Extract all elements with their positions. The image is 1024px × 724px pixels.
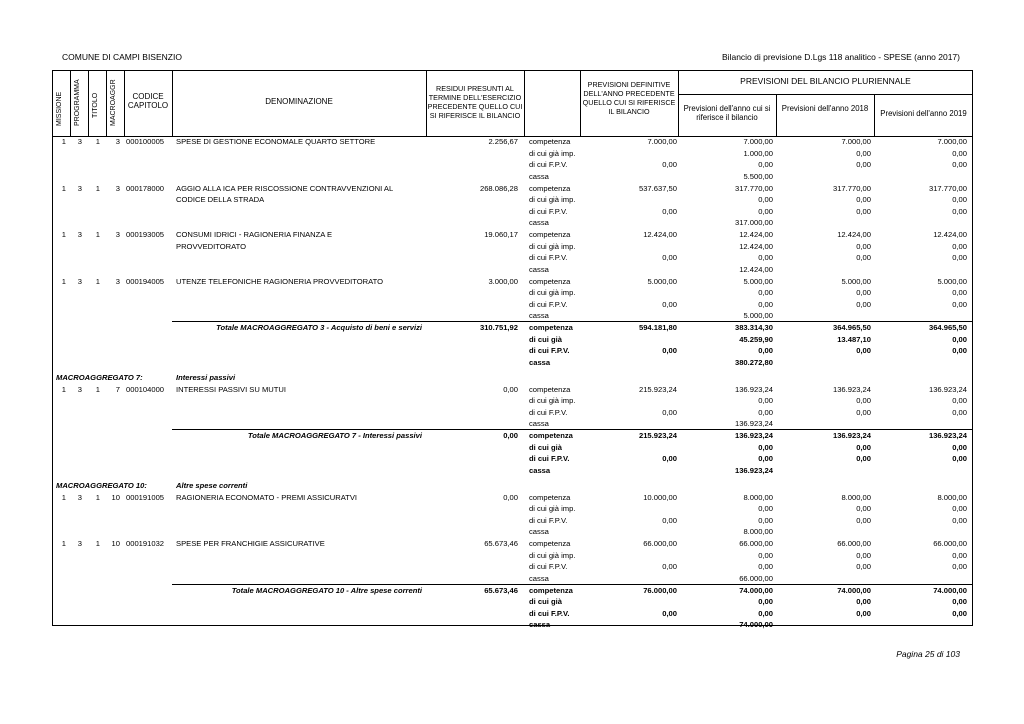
cell-value: 12.424,00 <box>739 230 773 239</box>
cell-value: 0,00 <box>952 299 967 309</box>
line-label: cassa <box>529 218 549 227</box>
cell-value: 0,00 <box>758 160 773 169</box>
line-label: di cui già imp. <box>529 288 576 297</box>
line-label: di cui già imp. <box>529 504 576 513</box>
cell-value: 0,00 <box>662 608 677 618</box>
row-divider <box>172 429 973 430</box>
cell-programma: 3 <box>77 276 82 286</box>
cell-macroaggr: 7 <box>115 384 120 394</box>
cell-value: 0,00 <box>758 299 773 309</box>
cell-value: 74.000,00 <box>933 585 967 595</box>
line-label: competenza <box>529 539 571 548</box>
cell-value: 537.637,50 <box>638 183 677 193</box>
cell-residui: 0,00 <box>503 492 518 502</box>
cell-macroaggr: 10 <box>111 539 120 548</box>
line-label: cassa <box>529 311 549 320</box>
cell-value: 66.000,00 <box>643 539 677 548</box>
cell-value: 12.424,00 <box>837 230 871 239</box>
cell-value: 0,00 <box>952 597 967 606</box>
cell-programma: 3 <box>77 492 82 502</box>
cell-value: 0,00 <box>662 206 677 216</box>
line-label: competenza <box>529 384 571 394</box>
cell-titolo: 1 <box>95 384 100 394</box>
col-macroaggr: MACROAGGR <box>110 79 117 126</box>
line-label: competenza <box>529 492 571 502</box>
cell-value: 0,00 <box>758 562 773 571</box>
cell-value: 0,00 <box>856 299 871 309</box>
cell-value: 66.000,00 <box>933 539 967 548</box>
section-title: Interessi passivi <box>176 373 236 382</box>
col-titolo: TITOLO <box>92 92 99 118</box>
col-anno-2019: Previsioni dell'anno 2019 <box>880 109 967 118</box>
cell-value: 1.000,00 <box>743 148 773 158</box>
cell-denominazione: CONSUMI IDRICI - RAGIONERIA FINANZA E <box>176 230 333 239</box>
cell-codice: 000191005 <box>126 492 165 502</box>
line-label: cassa <box>529 620 551 629</box>
total-label: Totale MACROAGGREGATO 10 - Altre spese correnti <box>231 585 422 595</box>
cell-value: 0,00 <box>758 608 773 618</box>
section-code: MACROAGGREGATO 10: <box>56 481 147 490</box>
cell-value: 7.000,00 <box>937 137 967 146</box>
line-label: di cui già imp. <box>529 550 576 560</box>
cell-macroaggr: 3 <box>115 137 120 146</box>
cell-value: 10.000,00 <box>643 492 677 502</box>
cell-titolo: 1 <box>95 183 100 193</box>
cell-value: 380.272,80 <box>734 357 773 367</box>
cell-value: 0,00 <box>662 562 677 571</box>
cell-value: 74.000,00 <box>739 620 773 629</box>
line-label: di cui già <box>529 442 562 452</box>
cell-denominazione: PROVVEDITORATO <box>176 241 247 251</box>
cell-denominazione: RAGIONERIA ECONOMATO - PREMI ASSICURATVI <box>176 492 358 502</box>
cell-value: 0,00 <box>952 334 967 344</box>
cell-value: 317.000,00 <box>734 218 773 227</box>
col-sep <box>106 70 107 136</box>
cell-programma: 3 <box>77 230 82 239</box>
cell-value: 0,00 <box>856 206 871 216</box>
line-label: di cui già imp. <box>529 396 576 405</box>
cell-missione: 1 <box>61 384 66 394</box>
line-label: di cui F.P.V. <box>529 346 570 355</box>
col-residui: RESIDUI PRESUNTI AL TERMINE DELL'ESERCIZIO PRECEDENTE QUELLO CUI SI RIFERISCE IL BILANCIO <box>427 84 523 120</box>
cell-value: 8.000,00 <box>743 492 773 502</box>
line-label: cassa <box>529 264 549 274</box>
cell-value: 5.000,00 <box>743 276 773 286</box>
line-label: di cui già <box>529 334 562 344</box>
cell-value: 0,00 <box>758 195 773 204</box>
line-label: competenza <box>529 431 573 440</box>
cell-codice: 000191032 <box>126 539 165 548</box>
cell-value: 0,00 <box>952 253 967 262</box>
cell-value: 0,00 <box>856 253 871 262</box>
cell-value: 0,00 <box>952 148 967 158</box>
cell-value: 0,00 <box>758 346 773 355</box>
cell-value: 12.424,00 <box>739 241 773 251</box>
cell-value: 0,00 <box>856 597 871 606</box>
cell-programma: 3 <box>77 183 82 193</box>
cell-value: 5.000,00 <box>841 276 871 286</box>
cell-value: 0,00 <box>758 504 773 513</box>
cell-value: 215.923,24 <box>638 384 677 394</box>
cell-value: 0,00 <box>952 206 967 216</box>
cell-codice: 000100005 <box>126 137 165 146</box>
cell-denominazione: CODICE DELLA STRADA <box>176 195 265 204</box>
cell-residui: 2.256,67 <box>488 137 518 146</box>
cell-value: 74.000,00 <box>837 585 871 595</box>
cell-value: 136.923,24 <box>734 465 773 475</box>
cell-value: 7.000,00 <box>743 137 773 146</box>
line-label: di cui F.P.V. <box>529 562 568 571</box>
cell-value: 317.770,00 <box>734 183 773 193</box>
col-sep <box>88 70 89 136</box>
cell-value: 0,00 <box>856 288 871 297</box>
cell-value: 0,00 <box>952 442 967 452</box>
line-label: di cui F.P.V. <box>529 299 568 309</box>
cell-value: 0,00 <box>856 442 871 452</box>
cell-value: 0,00 <box>952 454 967 463</box>
cell-value: 0,00 <box>856 241 871 251</box>
section-title: Altre spese correnti <box>176 481 248 490</box>
cell-denominazione: SPESE DI GESTIONE ECONOMALE QUARTO SETTORE <box>176 137 376 146</box>
cell-missione: 1 <box>61 183 66 193</box>
line-label: cassa <box>529 171 549 181</box>
cell-value: 5.500,00 <box>743 171 773 181</box>
cell-value: 5.000,00 <box>743 311 773 320</box>
cell-macroaggr: 3 <box>115 276 120 286</box>
line-label: di cui F.P.V. <box>529 515 568 525</box>
line-label: di cui già <box>529 597 562 606</box>
cell-value: 0,00 <box>662 253 677 262</box>
col-sep <box>776 94 777 136</box>
cell-value: 0,00 <box>952 160 967 169</box>
cell-value: 0,00 <box>662 454 677 463</box>
cell-value: 0,00 <box>952 288 967 297</box>
cell-titolo: 1 <box>95 539 100 548</box>
cell-programma: 3 <box>77 539 82 548</box>
cell-value: 0,00 <box>758 396 773 405</box>
cell-value: 66.000,00 <box>739 573 773 583</box>
cell-residui: 3.000,00 <box>488 276 518 286</box>
line-label: competenza <box>529 585 573 595</box>
line-label: di cui F.P.V. <box>529 454 570 463</box>
cell-value: 0,00 <box>856 608 871 618</box>
cell-value: 5.000,00 <box>937 276 967 286</box>
cell-denominazione: INTERESSI PASSIVI SU MUTUI <box>176 384 286 394</box>
cell-value: 0,00 <box>952 195 967 204</box>
cell-value: 0,00 <box>662 407 677 417</box>
cell-value: 12.424,00 <box>739 264 773 274</box>
cell-denominazione: SPESE PER FRANCHIGIE ASSICURATIVE <box>176 539 325 548</box>
line-label: cassa <box>529 419 549 428</box>
cell-value: 0,00 <box>662 299 677 309</box>
cell-value: 136.923,24 <box>928 431 967 440</box>
cell-codice: 000178000 <box>126 183 165 193</box>
col-previsioni-def: PREVISIONI DEFINITIVE DELL'ANNO PRECEDENTE QUELLO CUI SI RIFERISCE IL BILANCIO <box>582 80 676 116</box>
line-label: di cui F.P.V. <box>529 253 568 262</box>
line-label: competenza <box>529 276 571 286</box>
cell-value: 5.000,00 <box>647 276 677 286</box>
cell-value: 0,00 <box>856 504 871 513</box>
cell-value: 0,00 <box>952 515 967 525</box>
line-label: competenza <box>529 323 573 332</box>
cell-value: 0,00 <box>952 407 967 417</box>
cell-value: 0,00 <box>856 346 871 355</box>
section-code: MACROAGGREGATO 7: <box>56 373 143 382</box>
col-sep <box>524 70 525 136</box>
cell-macroaggr: 3 <box>115 183 120 193</box>
cell-value: 136.923,24 <box>928 384 967 394</box>
cell-missione: 1 <box>61 230 66 239</box>
line-label: di cui F.P.V. <box>529 160 568 169</box>
cell-value: 0,00 <box>758 206 773 216</box>
total-label: Totale MACROAGGREGATO 3 - Acquisto di beni e servizi <box>216 323 422 332</box>
cell-value: 0,00 <box>758 442 773 452</box>
cell-value: 0,00 <box>758 253 773 262</box>
cell-missione: 1 <box>61 276 66 286</box>
cell-titolo: 1 <box>95 230 100 239</box>
line-label: di cui F.P.V. <box>529 407 568 417</box>
cell-missione: 1 <box>61 137 66 146</box>
cell-value: 0,00 <box>758 550 773 560</box>
cell-value: 45.259,90 <box>739 334 773 344</box>
cell-value: 8.000,00 <box>743 527 773 536</box>
line-label: di cui già imp. <box>529 148 576 158</box>
cell-value: 12.424,00 <box>643 230 677 239</box>
row-divider <box>172 584 973 585</box>
cell-value: 0,00 <box>856 550 871 560</box>
line-label: cassa <box>529 527 549 536</box>
cell-titolo: 1 <box>95 137 100 146</box>
total-label: Totale MACROAGGREGATO 7 - Interessi passivi <box>247 431 422 440</box>
cell-value: 0,00 <box>856 454 871 463</box>
cell-codice: 000194005 <box>126 276 165 286</box>
cell-value: 0,00 <box>662 346 677 355</box>
cell-value: 0,00 <box>856 396 871 405</box>
header-comune: COMUNE DI CAMPI BISENZIO <box>62 52 182 62</box>
col-anno-2018: Previsioni dell'anno 2018 <box>781 104 869 113</box>
cell-value: 364.965,50 <box>928 323 967 332</box>
cell-denominazione: AGGIO ALLA ICA PER RISCOSSIONE CONTRAVVENZIONI AL <box>176 183 394 193</box>
cell-value: 74.000,00 <box>739 585 773 595</box>
cell-codice: 000193005 <box>126 230 165 239</box>
col-pluriennale: PREVISIONI DEL BILANCIO PLURIENNALE <box>740 76 911 86</box>
cell-value: 0,00 <box>856 515 871 525</box>
col-sep <box>70 70 71 136</box>
cell-value: 0,00 <box>856 195 871 204</box>
line-label: di cui F.P.V. <box>529 206 568 216</box>
cell-value: 0,00 <box>856 160 871 169</box>
cell-denominazione: UTENZE TELEFONICHE RAGIONERIA PROVVEDITORATO <box>176 276 384 286</box>
cell-value: 0,00 <box>952 562 967 571</box>
cell-titolo: 1 <box>95 492 100 502</box>
cell-value: 136.923,24 <box>832 431 871 440</box>
cell-value: 317.770,00 <box>928 183 967 193</box>
cell-programma: 3 <box>77 137 82 146</box>
cell-value: 136.923,24 <box>734 419 773 428</box>
line-label: cassa <box>529 357 551 367</box>
line-label: competenza <box>529 183 571 193</box>
cell-value: 12.424,00 <box>933 230 967 239</box>
line-label: cassa <box>529 573 549 583</box>
cell-residui: 19.060,17 <box>484 230 518 239</box>
cell-value: 13.487,10 <box>837 334 871 344</box>
col-denominazione: DENOMINAZIONE <box>265 97 333 106</box>
cell-value: 0,00 <box>952 396 967 405</box>
cell-value: 0,00 <box>662 160 677 169</box>
page-number: Pagina 25 di 103 <box>896 649 960 659</box>
cell-value: 66.000,00 <box>837 539 871 548</box>
cell-value: 0,00 <box>662 515 677 525</box>
cell-value: 383.314,30 <box>734 323 773 332</box>
cell-residui: 0,00 <box>503 384 518 394</box>
cell-value: 0,00 <box>952 504 967 513</box>
cell-value: 76.000,00 <box>643 585 677 595</box>
cell-value: 0,00 <box>952 241 967 251</box>
col-programma: PROGRAMMA <box>74 79 81 126</box>
cell-value: 0,00 <box>856 407 871 417</box>
cell-value: 8.000,00 <box>841 492 871 502</box>
cell-value: 7.000,00 <box>647 137 677 146</box>
row-divider <box>172 321 973 322</box>
cell-value: 0,00 <box>952 346 967 355</box>
line-label: competenza <box>529 230 571 239</box>
line-label: cassa <box>529 465 551 475</box>
cell-residui: 0,00 <box>503 431 518 440</box>
cell-value: 0,00 <box>952 550 967 560</box>
cell-value: 136.923,24 <box>832 384 871 394</box>
cell-value: 0,00 <box>758 407 773 417</box>
cell-value: 0,00 <box>758 597 773 606</box>
line-label: di cui già imp. <box>529 195 576 204</box>
cell-residui: 310.751,92 <box>479 323 518 332</box>
pluriennale-divider <box>678 94 973 95</box>
col-codice: CODICE CAPITOLO <box>127 92 169 110</box>
cell-value: 317.770,00 <box>832 183 871 193</box>
cell-value: 594.181,80 <box>638 323 677 332</box>
cell-value: 136.923,24 <box>734 431 773 440</box>
cell-residui: 268.086,28 <box>479 183 518 193</box>
cell-value: 66.000,00 <box>739 539 773 548</box>
cell-value: 0,00 <box>856 562 871 571</box>
cell-value: 0,00 <box>758 288 773 297</box>
header-bilancio: Bilancio di previsione D.Lgs 118 analitico - SPESE (anno 2017) <box>722 52 960 62</box>
cell-value: 0,00 <box>856 148 871 158</box>
cell-value: 8.000,00 <box>937 492 967 502</box>
cell-value: 0,00 <box>758 515 773 525</box>
cell-programma: 3 <box>77 384 82 394</box>
cell-missione: 1 <box>61 539 66 548</box>
line-label: di cui già imp. <box>529 241 576 251</box>
cell-residui: 65.673,46 <box>484 539 518 548</box>
cell-value: 364.965,50 <box>832 323 871 332</box>
cell-value: 7.000,00 <box>841 137 871 146</box>
cell-titolo: 1 <box>95 276 100 286</box>
cell-codice: 000104000 <box>126 384 165 394</box>
cell-value: 136.923,24 <box>734 384 773 394</box>
line-label: competenza <box>529 137 571 146</box>
col-missione: MISSIONE <box>56 91 63 126</box>
cell-macroaggr: 3 <box>115 230 120 239</box>
cell-macroaggr: 10 <box>111 492 120 502</box>
cell-missione: 1 <box>61 492 66 502</box>
cell-residui: 65.673,46 <box>484 585 518 595</box>
col-anno-cui: Previsioni dell'anno cui si riferisce il bilancio <box>683 104 771 122</box>
cell-value: 0,00 <box>952 608 967 618</box>
cell-value: 0,00 <box>758 454 773 463</box>
cell-value: 215.923,24 <box>638 431 677 440</box>
line-label: di cui F.P.V. <box>529 608 570 618</box>
